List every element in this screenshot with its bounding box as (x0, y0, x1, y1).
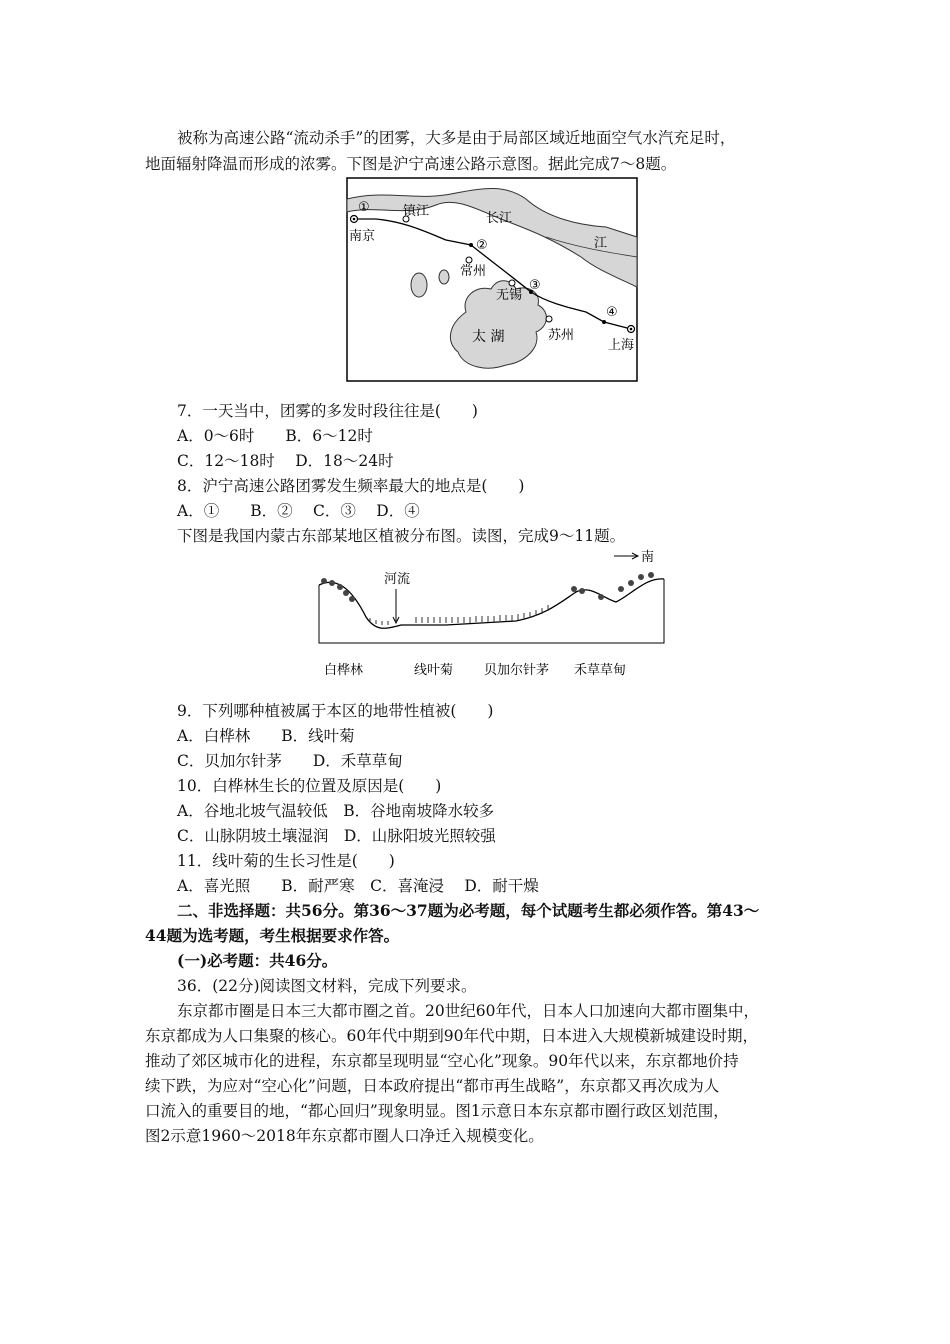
vegetation-profile (316, 547, 666, 687)
legend-hecao: 禾草草甸 (574, 663, 627, 678)
label-suzhou: 苏州 (548, 328, 575, 343)
section2-line-2: 44题为选考题，考生根据要求作答。 (145, 926, 400, 945)
q9-stem: 9．下列哪种植被属于本区的地带性植被( ) (177, 702, 494, 720)
legend-beijia: 贝加尔针茅 (484, 663, 550, 678)
q7-stem: 7．一天当中，团雾的多发时段往往是( ) (177, 402, 478, 420)
q36-para-5: 口流入的重要目的地，“都心回归”现象明显。图1示意日本东京都市圈行政区划范围， (145, 1102, 729, 1120)
label-shanghai: 上海 (608, 338, 635, 353)
q9-options-ab: A．白桦林 B．线叶菊 (177, 727, 355, 745)
label-taihu: 太 湖 (472, 329, 505, 345)
huning-expressway-map (346, 177, 638, 382)
intro-line-1: 被称为高速公路“流动杀手”的团雾，大多是由于局部区域近地面空气水汽充足时， (177, 129, 736, 147)
q7-options-ab: A．0～6时 B．6～12时 (177, 427, 373, 445)
label-nanjing: 南京 (349, 229, 376, 244)
q8-stem: 8．沪宁高速公路团雾发生频率最大的地点是( ) (177, 477, 525, 495)
q7-options-cd: C．12～18时 D．18～24时 (177, 452, 394, 470)
label-p3: ③ (529, 278, 541, 293)
q11-stem: 11．线叶菊的生长习性是( ) (177, 852, 395, 870)
q10-options-ab: A．谷地北坡气温较低 B．谷地南坡降水较多 (177, 802, 495, 820)
q9-options-cd: C．贝加尔针茅 D．禾草草甸 (177, 752, 403, 770)
label-zhenjiang: 镇江 (403, 204, 430, 219)
label-p1: ① (358, 200, 370, 215)
legend-birch: 白桦林 (324, 663, 364, 678)
label-changzhou: 常州 (460, 264, 487, 279)
label-wuxi: 无锡 (496, 288, 523, 303)
q10-options-cd: C．山脉阴坡土壤湿润 D．山脉阳坡光照较强 (177, 827, 496, 845)
terrain-line (319, 579, 664, 628)
q10-stem: 10．白桦林生长的位置及原因是( ) (177, 777, 442, 795)
required-questions-heading: (一)必考题：共46分。 (177, 951, 338, 970)
q36-para-4: 续下跌，为应对“空心化”问题，日本政府提出“都市再生战略”，东京都又再次成为人 (145, 1077, 720, 1095)
label-river: 河流 (384, 572, 411, 587)
intro-line-2: 地面辐射降温而形成的浓雾。下图是沪宁高速公路示意图。据此完成7～8题。 (145, 155, 677, 173)
label-south: 南 (641, 550, 655, 565)
label-changjiang: 长江 (486, 211, 513, 226)
q11-options: A．喜光照 B．耐严寒 C．喜淹浸 D．耐干燥 (177, 877, 539, 895)
label-p4: ④ (606, 305, 618, 320)
q36-para-2: 东京都成为人口集聚的核心。60年代中期到90年代中期，日本进入大规模新城建设时期， (145, 1027, 758, 1045)
section2-line-1: 二、非选择题：共56分。第36～37题为必考题，每个试题考生都必须作答。第43～ (177, 901, 760, 920)
q36-para-6: 图2示意1960～2018年东京都市圈人口净迁入规模变化。 (145, 1127, 544, 1145)
label-p2: ② (476, 238, 488, 253)
q36-para-3: 推动了郊区城市化的进程，东京都呈现明显“空心化”现象。90年代以来，东京都地价持 (145, 1052, 739, 1070)
intro-9-11: 下图是我国内蒙古东部某地区植被分布图。读图，完成9～11题。 (177, 527, 626, 545)
q8-options: A．① B．② C．③ D．④ (177, 502, 420, 520)
q36-stem: 36．(22分)阅读图文材料，完成下列要求。 (177, 977, 477, 995)
q36-para-1: 东京都市圈是日本三大都市圈之首。20世纪60年代，日本人口加速向大都市圈集中， (177, 1002, 759, 1020)
label-jiang: 江 (594, 236, 608, 251)
legend-xianye: 线叶菊 (414, 663, 454, 678)
